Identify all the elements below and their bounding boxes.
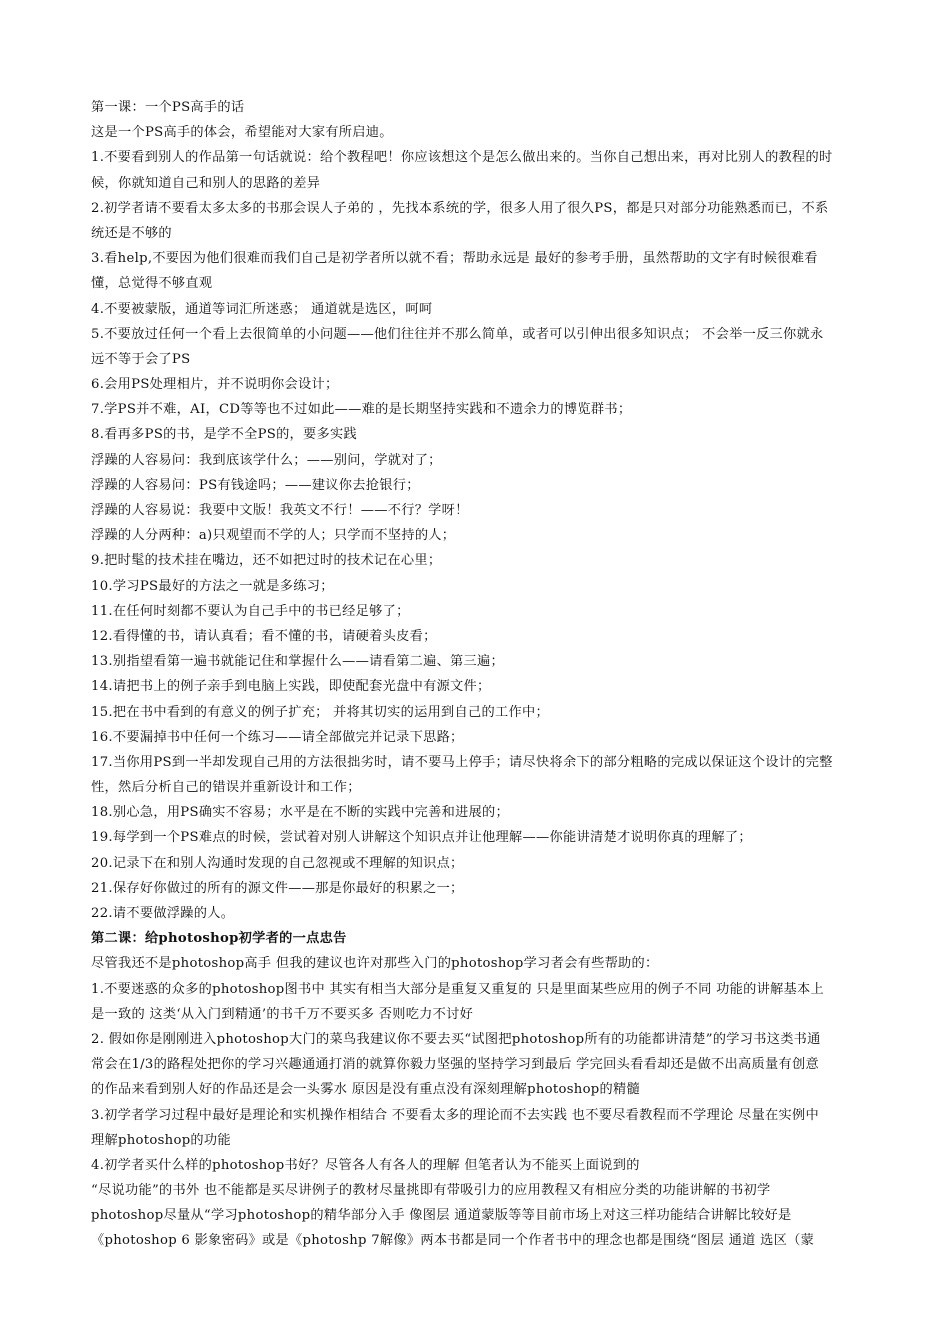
text-line: 常会在1/3的路程处把你的学习兴趣通通打消的就算你毅力坚强的坚持学习到最后 学完回头看看却还是做不出高质量有创意 bbox=[91, 1057, 819, 1073]
text-line: 候，你就知道自己和别人的思路的差异 bbox=[91, 175, 321, 191]
section-heading: 第二课：给photoshop初学者的一点忠告 bbox=[91, 931, 347, 947]
text-line: 22.请不要做浮躁的人。 bbox=[91, 906, 235, 921]
text-line: 4.初学者买什么样的photoshop书好？尽管各人有各人的理解 但笔者认为不能买上面说到的 bbox=[91, 1157, 640, 1173]
text-line: 尽管我还不是photoshop高手 但我的建议也许对那些入门的photoshop学习者会有些帮助的： bbox=[91, 956, 659, 972]
text-line: 6.会用PS处理相片，并不说明你会设计； bbox=[91, 377, 339, 393]
text-line: 浮躁的人容易问：PS有钱途吗；——建议你去抢银行； bbox=[91, 477, 420, 493]
text-line: 的作品来看到别人好的作品还是会一头雾水 原因是没有重点没有深刻理解photoshop的精髓 bbox=[91, 1082, 641, 1098]
text-line: 第一课：一个PS高手的话 bbox=[91, 100, 245, 115]
text-line: “尽说功能”的书外 也不能都是买尽讲例子的教材尽量挑即有带吸引力的应用教程又有相应分类的功能讲解的书初学 bbox=[91, 1183, 771, 1199]
text-line: 懂，总觉得不够直观 bbox=[91, 276, 213, 292]
text-line: 3.初学者学习过程中最好是理论和实机操作相结合 不要看太多的理论而不去实践 也不要尽看教程而不学理论 尽量在实例中 bbox=[91, 1107, 820, 1123]
text-line: 17.当你用PS到一半却发现自己用的方法很拙劣时，请不要马上停手；请尽快将余下的部分粗略的完成以保证这个设计的完整 bbox=[91, 754, 833, 770]
text-line: 理解photoshop的功能 bbox=[91, 1132, 231, 1148]
text-line: 3.看help,不要因为他们很难而我们自己是初学者所以就不看；帮助永远是 最好的参考手册，虽然帮助的文字有时候很难看 bbox=[91, 251, 818, 267]
text-line: 浮躁的人容易问：我到底该学什么；——别问，学就对了； bbox=[91, 452, 442, 468]
text-line: 20.记录下在和别人沟通时发现的自己忽视或不理解的知识点； bbox=[91, 855, 464, 871]
text-line: 8.看再多PS的书，是学不全PS的，要多实践 bbox=[91, 427, 357, 443]
text-line: 《photoshop 6 影象密码》或是《photoshp 7解像》两本书都是同一个作者书中的理念也都是围绕“图层 通道 选区（蒙 bbox=[91, 1233, 815, 1249]
text-line: 2.初学者请不要看太多太多的书那会误人子弟的 ，先找本系统的学，很多人用了很久PS，都是只对部分功能熟悉而已，不系 bbox=[91, 200, 829, 216]
text-line: 远不等于会了PS bbox=[91, 351, 191, 367]
text-line: 7.学PS并不难，AI，CD等等也不过如此——难的是长期坚持实践和不遗余力的博览群书； bbox=[91, 402, 632, 418]
text-line: 2. 假如你是刚刚进入photoshop大门的菜鸟我建议你不要去买“试图把photoshop所有的功能都讲清楚”的学习书这类书通 bbox=[91, 1031, 821, 1047]
text-line: 9.把时髦的技术挂在嘴边，还不如把过时的技术记在心里； bbox=[91, 553, 442, 569]
text-line: 1.不要看到别人的作品第一句话就说：给个教程吧！你应该想这个是怎么做出来的。当你自己想出来，再对比别人的教程的时 bbox=[91, 150, 833, 166]
text-line: 12.看得懂的书，请认真看；看不懂的书，请硬着头皮看； bbox=[91, 628, 437, 644]
text-line: 1.不要迷惑的众多的photoshop图书中 其实有相当大部分是重复又重复的 只是里面某些应用的例子不同 功能的讲解基本上 bbox=[91, 981, 825, 997]
text-line: 18.别心急，用PS确实不容易；水平是在不断的实践中完善和进展的； bbox=[91, 805, 510, 821]
text-line: 浮躁的人分两种：a)只观望而不学的人；只学而不坚持的人； bbox=[91, 528, 456, 544]
document-body bbox=[91, 95, 891, 1254]
text-line: 是一致的 这类‘从入门到精通’的书千万不要买多 否则吃力不讨好 bbox=[91, 1006, 474, 1022]
text-line: 统还是不够的 bbox=[91, 225, 172, 241]
text-line: 13.别指望看第一遍书就能记住和掌握什么——请看第二遍、第三遍； bbox=[91, 654, 505, 670]
text-line: photoshop尽量从“学习photoshop的精华部分入手 像图层 通道蒙版等等目前市场上对这三样功能结合讲解比较好是 bbox=[91, 1208, 792, 1224]
text-line: 浮躁的人容易说：我要中文版！我英文不行！——不行？学呀！ bbox=[91, 503, 469, 518]
text-line: 这是一个PS高手的体会，希望能对大家有所启迪。 bbox=[91, 125, 393, 141]
text-line: 4.不要被蒙版，通道等词汇所迷惑； 通道就是选区，呵呵 bbox=[91, 301, 433, 317]
text-line: 14.请把书上的例子亲手到电脑上实践，即使配套光盘中有源文件； bbox=[91, 679, 491, 695]
text-line: 15.把在书中看到的有意义的例子扩充； 并将其切实的运用到自己的工作中； bbox=[91, 704, 549, 720]
text-line: 性，然后分析自己的错误并重新设计和工作； bbox=[91, 780, 361, 796]
text-line: 10.学习PS最好的方法之一就是多练习； bbox=[91, 578, 334, 594]
text-line: 21.保存好你做过的所有的源文件——那是你最好的积累之一； bbox=[91, 880, 464, 896]
text-line: 11.在任何时刻都不要认为自己手中的书已经足够了； bbox=[91, 603, 410, 619]
text-line: 5.不要放过任何一个看上去很简单的小问题——他们往往并不那么简单，或者可以引伸出很多知识点； 不会举一反三你就永 bbox=[91, 326, 824, 342]
text-line: 19.每学到一个PS难点的时候，尝试着对别人讲解这个知识点并让他理解——你能讲清楚才说明你真的理解了； bbox=[91, 830, 752, 846]
text-line: 16.不要漏掉书中任何一个练习——请全部做完并记录下思路； bbox=[91, 729, 464, 745]
